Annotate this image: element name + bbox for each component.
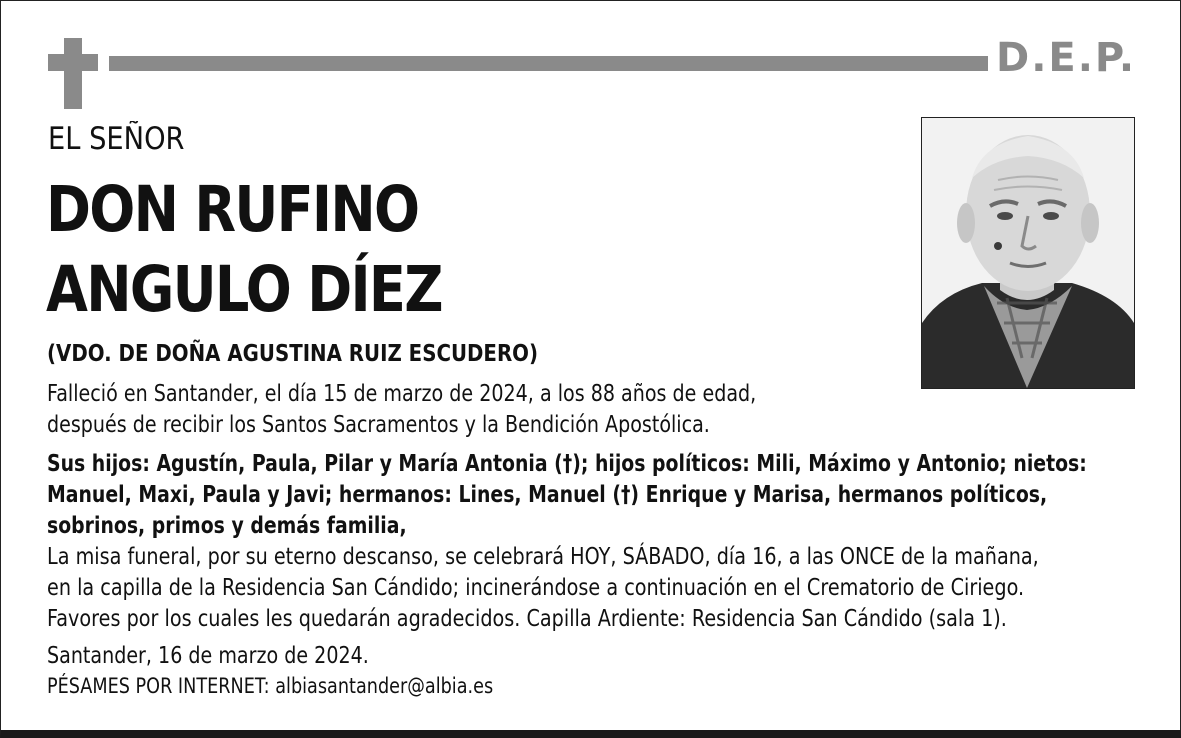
cross-icon-bar [48, 54, 98, 71]
funeral-paragraph [47, 542, 1039, 635]
family-line: Sus hijos: Agustín, Paula, Pilar y María Antonia (†); hijos políticos: Mili, Máximo y Antonio; nietos: [47, 451, 1087, 477]
family-line: sobrinos, primos y demás familia, [47, 513, 407, 539]
funeral-line: La misa funeral, por su eterno descanso, se celebrará HOY, SÁBADO, día 16, a las ONCE de la mañana, [47, 544, 1039, 570]
widow-line: (VDO. DE DOÑA AGUSTINA RUIZ ESCUDERO) [47, 341, 539, 367]
portrait-photo [921, 117, 1135, 389]
date-line: Santander, 16 de marzo de 2024. [47, 643, 369, 669]
family-line: Manuel, Maxi, Paula y Javi; hermanos: Lines, Manuel (†) Enrique y Marisa, hermanos políticos, [47, 482, 1048, 508]
death-line: Falleció en Santander, el día 15 de marzo de 2024, a los 88 años de edad, [47, 381, 757, 407]
family-paragraph [47, 449, 1087, 542]
portrait-illustration [922, 118, 1134, 388]
dep-label: D.E.P. [996, 35, 1137, 81]
name-line-1: DON RUFINO [46, 173, 419, 246]
deceased-name [46, 170, 442, 330]
funeral-line: en la capilla de la Residencia San Cándido; incinerándose a continuación en el Crematorio de Ciriego. [47, 575, 1025, 601]
name-line-2: ANGULO DÍEZ [46, 253, 442, 326]
cross-icon [64, 38, 82, 109]
death-paragraph [47, 379, 756, 441]
funeral-line: Favores por los cuales les quedarán agradecidos. Capilla Ardiente: Residencia San Cándido (sala 1). [47, 606, 1007, 632]
header-rule [109, 56, 988, 71]
condolences-line: PÉSAMES POR INTERNET: albiasantander@albia.es [47, 674, 494, 698]
title-prefix: EL SEÑOR [48, 121, 185, 157]
death-line: después de recibir los Santos Sacramentos y la Bendición Apostólica. [47, 412, 710, 438]
